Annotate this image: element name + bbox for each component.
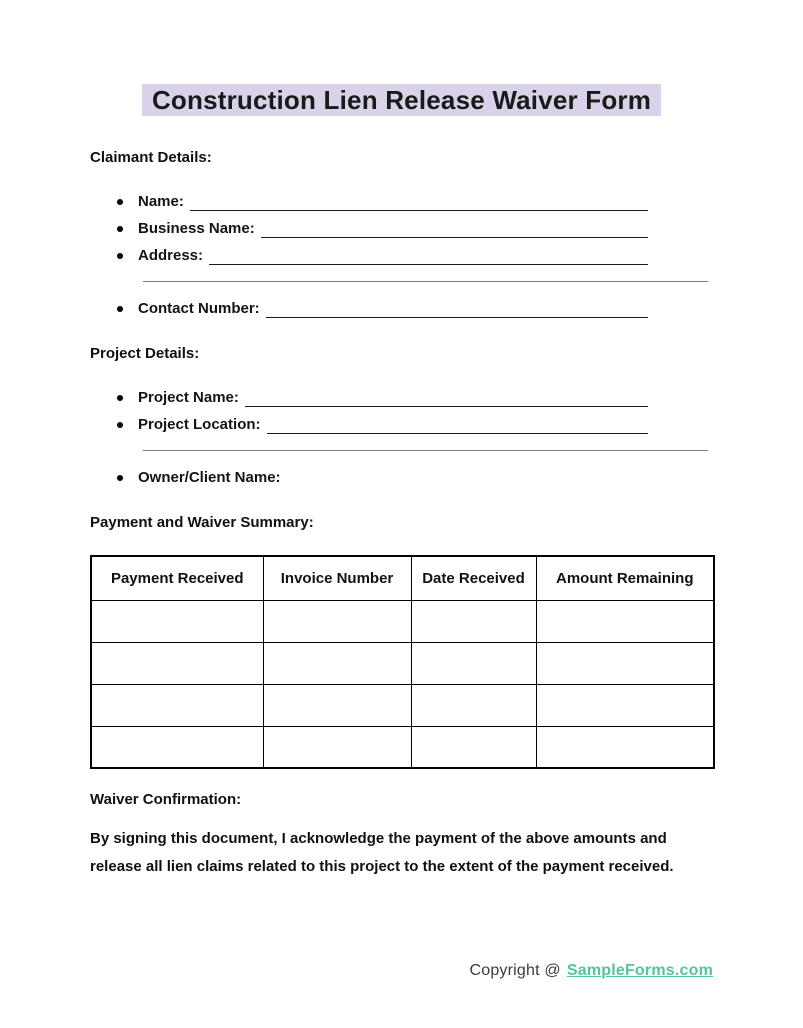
field-label-project-name: Project Name: [138, 389, 239, 406]
field-row-address [90, 242, 713, 269]
project-fields [90, 384, 713, 491]
field-row-contact-number [90, 295, 713, 322]
table-cell[interactable] [411, 684, 536, 726]
table-cell[interactable] [91, 684, 263, 726]
bullet-icon [115, 295, 138, 322]
project-location-continuation-line[interactable] [143, 450, 708, 451]
bullet-icon [115, 464, 138, 491]
table-cell[interactable] [411, 642, 536, 684]
title-row [90, 84, 713, 116]
field-row-business-name [90, 215, 713, 242]
section-heading-claimant: Claimant Details: [90, 149, 212, 166]
table-header-row [91, 556, 714, 600]
table-cell[interactable] [263, 684, 411, 726]
field-label-name: Name: [138, 193, 184, 210]
table-cell[interactable] [536, 600, 714, 642]
address-blank-line[interactable] [209, 264, 648, 265]
name-blank-line[interactable] [190, 210, 648, 211]
field-row-name [90, 188, 713, 215]
table-cell[interactable] [263, 642, 411, 684]
table-row [91, 642, 714, 684]
field-label-owner-client-name: Owner/Client Name: [138, 469, 281, 486]
col-header-date-received: Date Received [411, 556, 536, 600]
table-cell[interactable] [263, 600, 411, 642]
footer [90, 962, 713, 980]
field-label-project-location: Project Location: [138, 416, 261, 433]
field-row-project-name [90, 384, 713, 411]
field-row-owner-client-name [90, 464, 713, 491]
bullet-icon [115, 215, 138, 242]
section-heading-payment-summary: Payment and Waiver Summary: [90, 514, 314, 531]
project-name-blank-line[interactable] [245, 406, 648, 407]
table-cell[interactable] [91, 642, 263, 684]
table-row [91, 684, 714, 726]
bullet-icon [115, 242, 138, 269]
section-heading-project: Project Details: [90, 345, 200, 362]
page-title: Construction Lien Release Waiver Form [142, 84, 661, 116]
col-header-payment-received: Payment Received [91, 556, 263, 600]
table-cell[interactable] [91, 726, 263, 768]
field-row-project-location [90, 411, 713, 438]
table-cell[interactable] [263, 726, 411, 768]
table-cell[interactable] [536, 726, 714, 768]
table-cell[interactable] [536, 642, 714, 684]
contact-number-blank-line[interactable] [266, 317, 648, 318]
field-label-business-name: Business Name: [138, 220, 255, 237]
copyright-label: Copyright @ [469, 962, 561, 979]
table-cell[interactable] [411, 600, 536, 642]
payment-summary-table [90, 555, 715, 769]
bullet-icon [115, 411, 138, 438]
table-row [91, 726, 714, 768]
sampleforms-link[interactable]: SampleForms.com [566, 962, 713, 979]
table-cell[interactable] [91, 600, 263, 642]
table-cell[interactable] [411, 726, 536, 768]
table-row [91, 600, 714, 642]
claimant-fields [90, 188, 713, 322]
section-heading-waiver-confirmation: Waiver Confirmation: [90, 791, 242, 808]
col-header-amount-remaining: Amount Remaining [536, 556, 714, 600]
bullet-icon [115, 384, 138, 411]
project-location-blank-line[interactable] [267, 433, 648, 434]
field-label-contact-number: Contact Number: [138, 300, 260, 317]
bullet-icon [115, 188, 138, 215]
col-header-invoice-number: Invoice Number [263, 556, 411, 600]
table-cell[interactable] [536, 684, 714, 726]
waiver-confirmation-text: By signing this document, I acknowledge the payment of the above amounts and release all lien claims related to this project to the extent of the payment received. [90, 830, 674, 875]
field-label-address: Address: [138, 247, 204, 264]
address-continuation-line[interactable] [143, 281, 708, 282]
business-name-blank-line[interactable] [261, 237, 648, 238]
